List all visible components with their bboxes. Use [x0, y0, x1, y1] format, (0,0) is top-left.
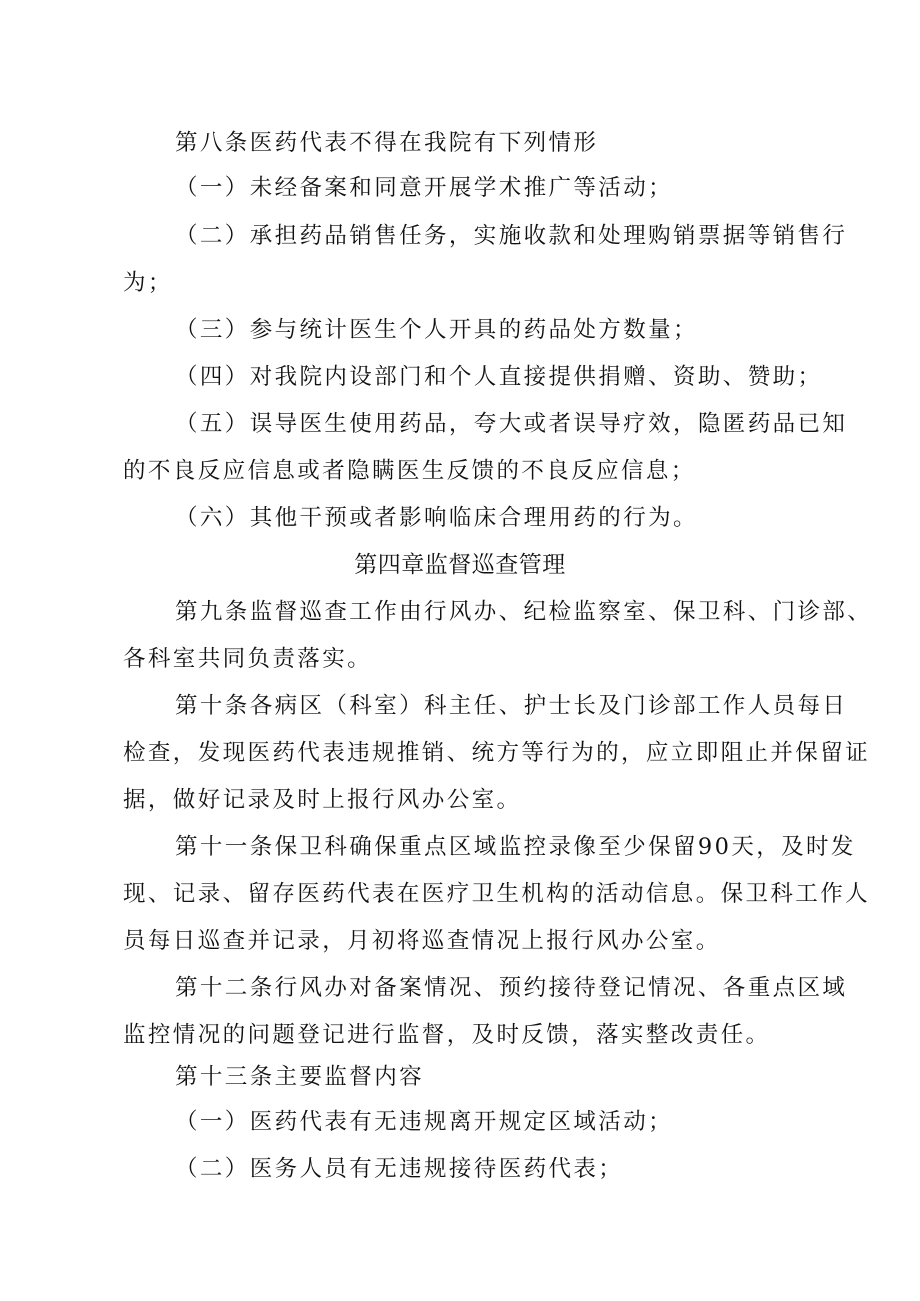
article-10-line-1: 第十条各病区（科室）科主任、护士长及门诊部工作人员每日	[175, 693, 848, 719]
article-13-title: 第十三条主要监督内容	[175, 1064, 425, 1090]
article-8-title: 第八条医药代表不得在我院有下列情形	[175, 130, 599, 156]
article-13-item-2: （二）医务人员有无违规接待医药代表；	[175, 1156, 624, 1182]
article-11-line-1: 第十一条保卫科确保重点区域监控录像至少保留90天，及时发	[175, 834, 856, 860]
article-8-item-5: （五）误导医生使用药品，夸大或者误导疗效，隐匿药品已知	[175, 411, 848, 437]
article-8-item-2: （二）承担药品销售任务，实施收款和处理购销票据等销售行	[175, 223, 848, 249]
article-9-line-1: 第九条监督巡查工作由行风办、纪检监察室、保卫科、门诊部、	[175, 599, 873, 625]
article-8-item-5-cont: 的不良反应信息或者隐瞒医生反馈的不良反应信息；	[123, 458, 696, 484]
article-8-item-3: （三）参与统计医生个人开具的药品处方数量；	[175, 317, 698, 343]
article-13-item-1: （一）医药代表有无违规离开规定区域活动；	[175, 1109, 674, 1135]
article-12-line-2: 监控情况的问题登记进行监督，及时反馈，落实整改责任。	[123, 1022, 771, 1048]
article-10-line-3: 据，做好记录及时上报行风办公室。	[123, 787, 522, 813]
article-12-line-1: 第十二条行风办对备案情况、预约接待登记情况、各重点区域	[175, 975, 848, 1001]
article-11-line-3: 员每日巡查并记录，月初将巡查情况上报行风办公室。	[123, 928, 721, 954]
article-8-item-1: （一）未经备案和同意开展学术推广等活动；	[175, 175, 674, 201]
article-11-line-2: 现、记录、留存医药代表在医疗卫生机构的活动信息。保卫科工作人	[123, 881, 871, 907]
article-8-item-4: （四）对我院内设部门和个人直接提供捐赠、资助、赞助；	[175, 364, 823, 390]
chapter-4-heading: 第四章监督巡查管理	[354, 552, 566, 578]
article-10-line-2: 检查，发现医药代表违规推销、统方等行为的，应立即阻止并保留证	[123, 740, 871, 766]
article-8-item-6: （六）其他干预或者影响临床合理用药的行为。	[175, 505, 698, 531]
article-9-line-2: 各科室共同负责落实。	[123, 646, 373, 672]
article-8-item-2-cont: 为；	[123, 270, 173, 296]
